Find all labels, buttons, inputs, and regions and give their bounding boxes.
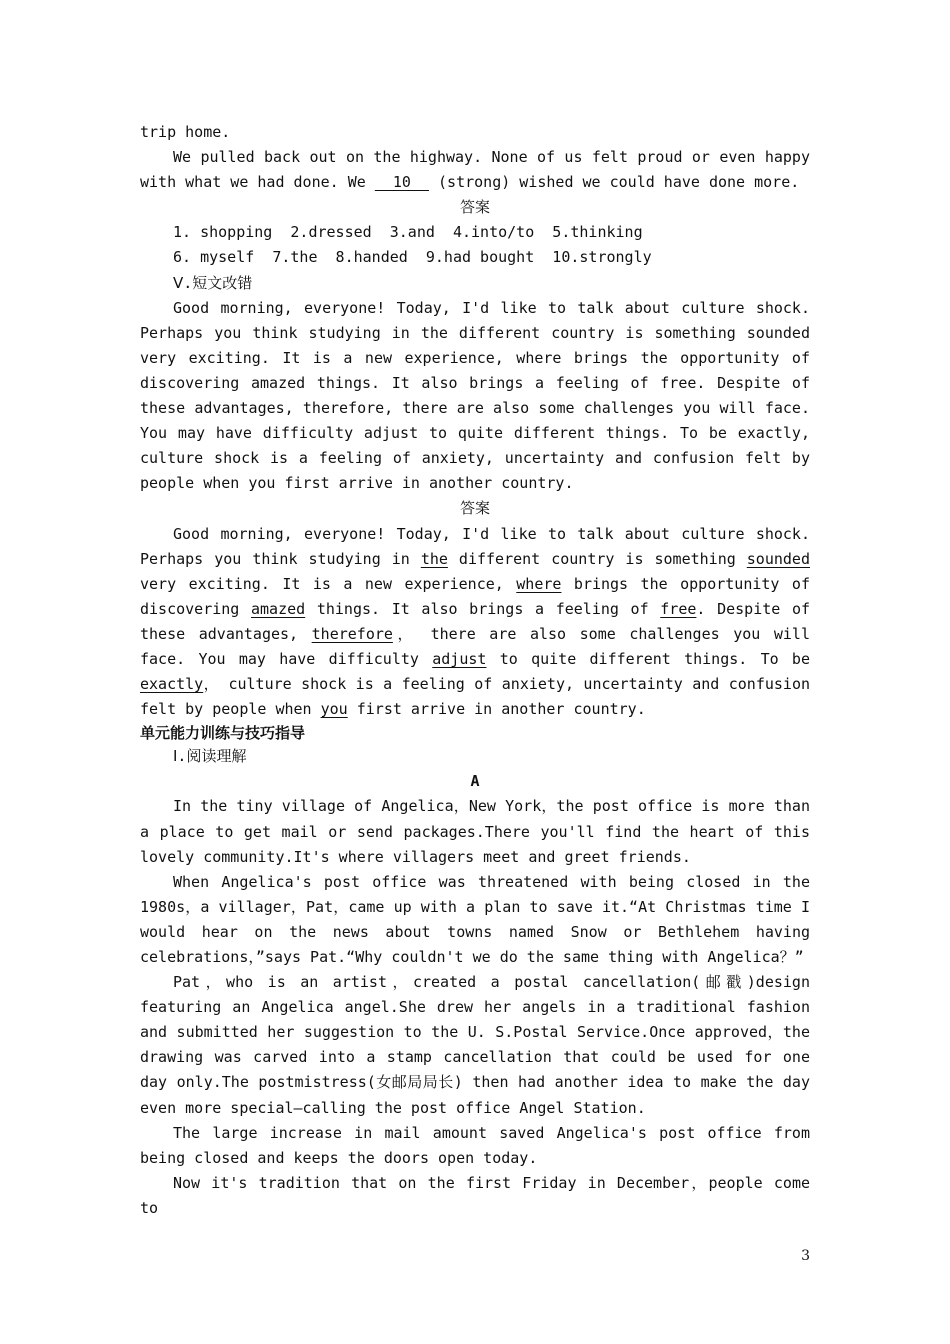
text-span: first arrive in another country. (347, 700, 646, 719)
marked-error: sounded (746, 549, 810, 568)
text-span: ， culture shock is a feeling of anxiety, uncertainty and confusion felt by people when (140, 675, 810, 719)
section-heading: Ⅰ.阅读理解 (173, 747, 247, 766)
passage-label: A (470, 772, 480, 791)
marked-error: free (660, 599, 697, 618)
error-correction-passage: Good morning, everyone! Today, I'd like to talk about culture shock. Perhaps you think studying in the different country is something sounded very exciting. It is a new experience, where brings the opportunity of discovering amazed things. It also brings a feeling of free. Despite of these advantages, therefore, there are also some challenges you will face. You may have difficulty adjust to quite different things. To be exactly, culture shock is a feeling of anxiety, uncertainty and confusion felt by people when you first arrive in another country. (140, 298, 810, 493)
marked-error: you (320, 700, 348, 719)
answer-heading: 答案 (459, 198, 490, 217)
reading-paragraph: Now it's tradition that on the first Friday in December，people come to (140, 1173, 810, 1217)
answer-heading: 答案 (459, 499, 490, 518)
blank-10: 10 (374, 173, 429, 192)
reading-paragraph: Pat，who is an artist，created a postal cancellation(邮戳)design featuring an Angelica angel.She drew her angels in a traditional fashion and submitted her suggestion to the U. S.Postal Service.Once approved，the drawing was carved into a stamp cancellation that could be used for one day only.The postmistress(女邮局局长) then had another idea to make the day even more special—calling the post office Angel Station. (140, 973, 810, 1117)
marked-error: where (516, 574, 562, 593)
answer-list-row: 1. shopping 2.dressed 3.and 4.into/to 5.thinking (173, 223, 643, 242)
text-span: (strong) wished we could have done more. (429, 173, 800, 192)
reading-paragraph: When Angelica's post office was threatened with being closed in the 1980s，a villager，Pat，came up with a plan to save it.“At Christmas time I would hear on the news about towns named Snow or Bethlehem having celebrations，”says Pat.“Why couldn't we do the same thing with Angelica？” (140, 872, 810, 966)
text-span: to quite different things. To be (486, 649, 810, 668)
marked-error: adjust (432, 649, 487, 668)
text-span: ， there are also some challenges you will face. You may have difficulty (140, 624, 810, 668)
text-span: different country is something (447, 549, 747, 568)
unit-heading: 单元能力训练与技巧指导 (140, 724, 306, 743)
reading-paragraph: In the tiny village of Angelica，New York，the post office is more than a place to get mail or send packages.There you'll find the heart of this lovely community.It's where villagers meet and greet friends. (140, 797, 810, 866)
text-span: brings the opportunity of discovering (140, 574, 810, 618)
section-heading: Ⅴ.短文改错 (173, 273, 253, 292)
page-number: 3 (801, 1248, 810, 1264)
marked-error: the (420, 549, 448, 568)
text-line: trip home. (140, 123, 231, 141)
reading-paragraph: The large increase in mail amount saved Angelica's post office from being closed and keeps the doors open today. (140, 1123, 810, 1167)
marked-error: therefore (311, 624, 393, 643)
answer-list-row: 6. myself 7.the 8.handed 9.had bought 10.strongly (173, 248, 652, 267)
text-span: . Despite of these advantages, (140, 599, 811, 643)
marked-error: exactly (140, 675, 204, 694)
page-content (140, 120, 810, 1221)
text-span: very exciting. It is a new experience, (140, 574, 517, 593)
marked-error: amazed (251, 599, 306, 618)
text-span: We pulled back out on the highway. None of us felt proud or even happy with what we had done. We (140, 148, 810, 192)
text-span: things. It also brings a feeling of (305, 599, 661, 618)
paragraph (140, 145, 810, 195)
corrected-passage (140, 522, 810, 723)
text-span: Good morning, everyone! Today, I'd like to talk about culture shock. Perhaps you think studying in (140, 524, 810, 568)
